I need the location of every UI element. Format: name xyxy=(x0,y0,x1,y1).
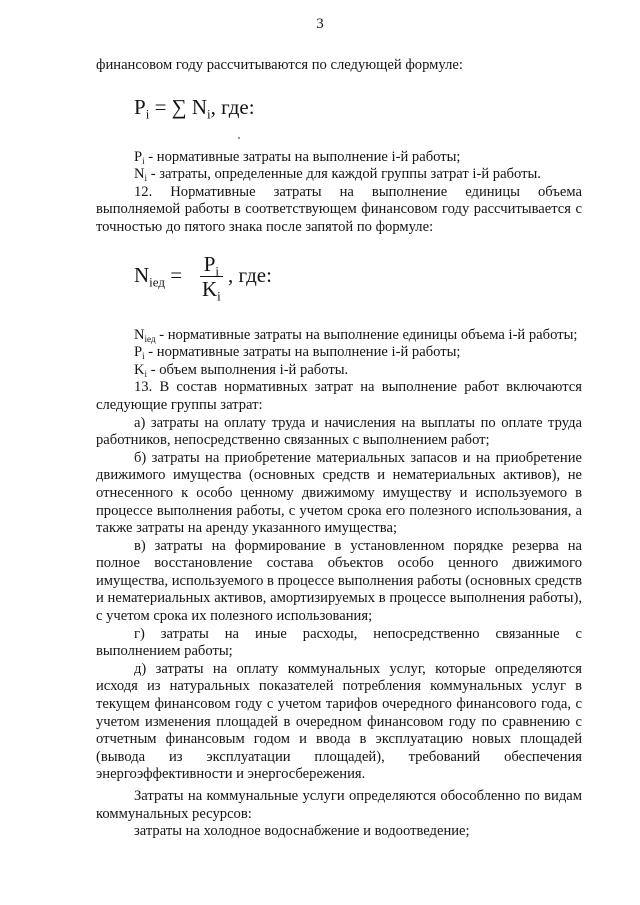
denominator-symbol: K xyxy=(202,276,218,301)
formula-fraction xyxy=(96,237,582,323)
item-d: д) затраты на оплату коммунальных услуг, которые определяются исходя из натуральных показателей потребления коммунальных услуг в текущем финансовом году с учетом тарифов очередного финансового года, с учетом изменения площадей в очередном финансовом году по сравнению с отчетным финансовым годом и ввода в эксплуатацию новых площадей (вывода из эксплуатации площадей), требований обеспечения энергоэффективности и энергосбережения. xyxy=(96,660,582,783)
intro-paragraph: финансовом году рассчитываются по следующей формуле: xyxy=(96,57,463,73)
formula-fraction-denominator xyxy=(200,276,223,304)
numerator-sub: i xyxy=(215,263,220,279)
formula-sum-lhs: P xyxy=(134,94,146,119)
definition-n xyxy=(96,166,582,184)
definition-p-text: - нормативные затраты на выполнение i-й работы; xyxy=(144,148,461,165)
water-paragraph: затраты на холодное водоснабжение и водоотведение; xyxy=(134,823,470,840)
definition-n-symbol: N xyxy=(134,166,145,183)
definition-n-text: - затраты, определенные для каждой группы затрат i-й работы. xyxy=(147,166,541,183)
speck-mark xyxy=(238,137,240,139)
definition-p2 xyxy=(96,344,582,362)
definition-n-sub: i xyxy=(144,173,148,184)
definition-p2-sub: i xyxy=(142,351,145,362)
paragraph-12: 12. Нормативные затраты на выполнение единицы объема выполняемой работы в соответствующем финансовом году рассчитывается с точностью до пятого знака после запятой по формуле: xyxy=(96,183,582,235)
formula-sum-lhs-sub: i xyxy=(145,106,150,122)
definition-nied-sub: iед xyxy=(144,333,156,344)
paragraph-13: 13. В состав нормативных затрат на выполнение работ включаются следующие группы затрат: xyxy=(96,379,582,413)
definition-k-sub: i xyxy=(144,368,148,379)
definition-nied-symbol: N xyxy=(134,326,145,343)
document-body xyxy=(96,57,582,841)
formula-fraction-equals: = xyxy=(170,262,183,287)
definition-nied-text: - нормативные затраты на выполнение единицы объема i-й работы; xyxy=(155,326,578,343)
formula-sum xyxy=(96,75,582,149)
formula-fraction-body xyxy=(200,251,223,304)
page-number: 3 xyxy=(316,16,324,32)
formula-fraction-lhs-sub: iед xyxy=(149,274,166,290)
definition-k-symbol: K xyxy=(134,361,145,378)
definition-p2-symbol: P xyxy=(134,344,143,361)
numerator-symbol: P xyxy=(203,251,216,276)
definition-k-text: - объем выполнения i-й работы. xyxy=(147,361,349,378)
item-b: б) затраты на приобретение материальных запасов и на приобретение движимого имущества (основных средств и нематериальных активов), не отнесенного к особо ценному движимому имуществу и используемого в процессе выполнения работы, с учетом срока его полезного использования, а также затраты на аренду указанного имущества; xyxy=(96,449,582,537)
definition-p2-text: - нормативные затраты на выполнение i-й работы; xyxy=(144,344,461,361)
formula-sum-op: = ∑ N xyxy=(154,94,208,119)
definition-p xyxy=(96,149,582,167)
definition-p-symbol: P xyxy=(134,148,143,165)
definition-k xyxy=(96,362,582,380)
definition-nied xyxy=(96,327,582,345)
formula-sum-tail: , где: xyxy=(210,94,255,119)
formula-sum-rhs-sub: i xyxy=(207,106,211,122)
definition-p-sub: i xyxy=(142,155,145,166)
utilities-paragraph: Затраты на коммунальные услуги определяются обособленно по видам коммунальных ресурсов: xyxy=(96,788,582,822)
denominator-sub: i xyxy=(217,288,221,304)
item-v: в) затраты на формирование в установленном порядке резерва на полное восстановление состава объектов особо ценного движимого имущества, используемого в процессе выполнения работы (основных средств и нематериальных активов, амортизируемых в процессе выполнения работы), с учетом срока их полезного использования; xyxy=(96,537,582,625)
item-a: а) затраты на оплату труда и начисления на выплаты по оплате труда работников, непосредственно связанных с выполнением работ; xyxy=(96,414,582,449)
formula-fraction-lhs-symbol: N xyxy=(134,262,150,287)
item-g: г) затраты на иные расходы, непосредственно связанные с выполнением работы; xyxy=(96,625,582,660)
formula-fraction-tail: , где: xyxy=(228,262,272,287)
formula-sum-expression xyxy=(134,94,255,122)
formula-fraction-numerator xyxy=(200,251,223,279)
formula-fraction-lhs xyxy=(134,262,183,290)
